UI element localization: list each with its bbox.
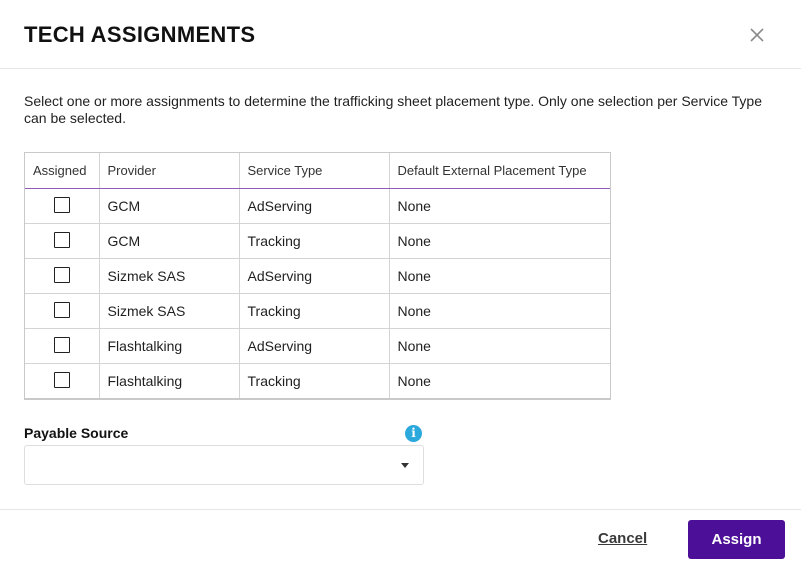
service-type-cell: Tracking <box>239 223 389 258</box>
provider-cell: Sizmek SAS <box>99 293 239 328</box>
table-row <box>25 258 610 293</box>
provider-cell: Sizmek SAS <box>99 258 239 293</box>
table-row <box>25 293 610 328</box>
assigned-checkbox[interactable] <box>54 302 70 318</box>
provider-cell: Flashtalking <box>99 363 239 398</box>
service-type-cell: AdServing <box>239 328 389 363</box>
assigned-cell <box>25 328 99 363</box>
close-button[interactable] <box>746 24 768 46</box>
dialog-description: Select one or more assignments to determine the trafficking sheet placement type. Only one selection per Service Type can be selected. <box>24 93 762 126</box>
assigned-checkbox[interactable] <box>54 337 70 353</box>
placement-type-cell: None <box>389 188 610 223</box>
assigned-cell <box>25 188 99 223</box>
table-header-row <box>25 153 610 188</box>
assigned-checkbox[interactable] <box>54 372 70 388</box>
payable-source-select[interactable] <box>24 445 424 485</box>
table-row <box>25 223 610 258</box>
assigned-checkbox[interactable] <box>54 267 70 283</box>
close-icon <box>746 24 768 46</box>
placement-type-cell: None <box>389 258 610 293</box>
table-row <box>25 188 610 223</box>
assignments-table-container <box>24 152 611 400</box>
service-type-cell: Tracking <box>239 293 389 328</box>
column-header-placement-type: Default External Placement Type <box>389 153 610 188</box>
placement-type-cell: None <box>389 328 610 363</box>
column-header-service-type: Service Type <box>239 153 389 188</box>
assignments-table <box>25 153 610 398</box>
column-header-assigned: Assigned <box>25 153 99 188</box>
table-row <box>25 363 610 398</box>
assign-button[interactable]: Assign <box>688 520 785 559</box>
placement-type-cell: None <box>389 293 610 328</box>
service-type-cell: Tracking <box>239 363 389 398</box>
dialog-header <box>0 0 801 69</box>
provider-cell: GCM <box>99 223 239 258</box>
assigned-cell <box>25 363 99 398</box>
placement-type-cell: None <box>389 223 610 258</box>
payable-source-label: Payable Source <box>24 425 129 441</box>
dialog-title: TECH ASSIGNMENTS <box>24 22 256 47</box>
dialog-footer <box>0 509 801 569</box>
column-header-provider: Provider <box>99 153 239 188</box>
cancel-button[interactable]: Cancel <box>598 530 648 547</box>
provider-cell: GCM <box>99 188 239 223</box>
assigned-checkbox[interactable] <box>54 232 70 248</box>
assigned-cell <box>25 258 99 293</box>
provider-cell: Flashtalking <box>99 328 239 363</box>
service-type-cell: AdServing <box>239 258 389 293</box>
placement-type-cell: None <box>397 372 431 389</box>
assigned-cell <box>25 293 99 328</box>
assigned-checkbox[interactable] <box>54 197 70 213</box>
table-row <box>25 328 610 363</box>
assigned-cell <box>25 223 99 258</box>
service-type-cell: AdServing <box>239 188 389 223</box>
caret-down-icon <box>401 463 409 468</box>
info-icon[interactable]: i <box>405 425 422 442</box>
